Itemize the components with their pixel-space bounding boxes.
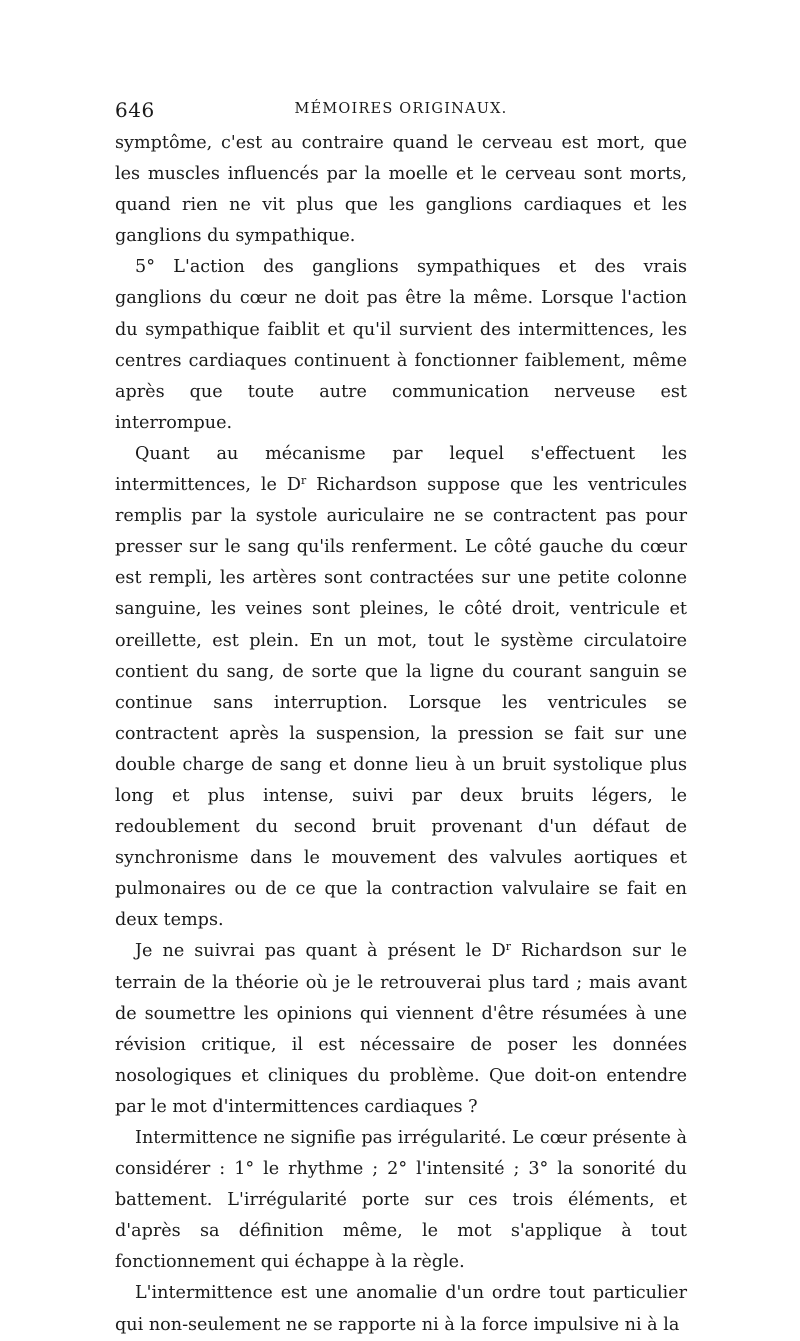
paragraph-point-5: 5° L'action des ganglions sympathiques et des vrais ganglions du cœur ne doit pas être la même. Lorsque l'action du sympathique faiblit et qu'il survient des intermittences, les centres cardiaques continuent à fonctionner faiblement, même après que toute autre communication nerveuse est interrompue. [115, 257, 687, 433]
text-segment: Richardson sur le terrain de la théorie où je le retrouverai plus tard ; mais avant de soumettre les opinions qui viennent d'être résumées à une révision critique, il est nécessaire de poser les données nosologiques et cliniques du problème. Que doit-on entendre par le mot d'intermittences cardiaques ? [115, 941, 688, 1117]
paragraph-definition: Intermittence ne signifie pas irrégularité. Le cœur présente à considérer : 1° le rhythme ; 2° l'intensité ; 3° la sonorité du battement. L'irrégularité porte sur ces trois éléments, et d'après sa définition même, le mot s'applique à tout fonctionnement qui échappe à la règle. [115, 1128, 687, 1273]
paragraph-continuation: symptôme, c'est au contraire quand le cerveau est mort, que les muscles influencés par la moelle et le cerveau sont morts, quand rien ne vit plus que les ganglions cardiaques et les ganglions du sympathique. [115, 133, 687, 247]
paragraph-critique [115, 936, 687, 1123]
text-segment: Richardson suppose que les ventricules remplis par la systole auriculaire ne se contractent pas pour presser sur le sang qu'ils renferment. Le côté gauche du cœur est rempli, les artères sont contractées sur une petite colonne sanguine, les veines sont pleines, le côté droit, ventricule et oreillette, est plein. En un mot, tout le système circulatoire contient du sang, de sorte que la ligne du courant sanguin se continue sans interruption. Lorsque les ventricules se contractent après la suspension, la pression se fait sur une double charge de sang et donne lieu à un bruit systolique plus long et plus intense, suivi par deux bruits légers, le redoublement du second bruit provenant d'un défaut de synchronisme dans le mouvement des valvules aortiques et pulmonaires ou de ce que la contraction valvulaire se fait en deux temps. [115, 475, 687, 931]
text-segment: Quant au mécanisme par lequel s'effectuent les intermittences, le D [115, 443, 687, 496]
paragraph-mechanism [115, 439, 687, 937]
superscript: r [300, 474, 307, 488]
paragraph-intermittence: L'intermittence est une anomalie d'un ordre tout particulier qui non-seulement ne se rapporte ni à la force impulsive ni à la [115, 1283, 687, 1335]
body-text [115, 128, 687, 1341]
superscript: r [505, 940, 511, 954]
text-segment: Je ne suivrai pas quant à présent le D [135, 941, 506, 962]
running-title: MÉMOIRES ORIGINAUX. [294, 101, 508, 117]
page-number: 646 [115, 98, 155, 122]
page-header [115, 98, 687, 124]
